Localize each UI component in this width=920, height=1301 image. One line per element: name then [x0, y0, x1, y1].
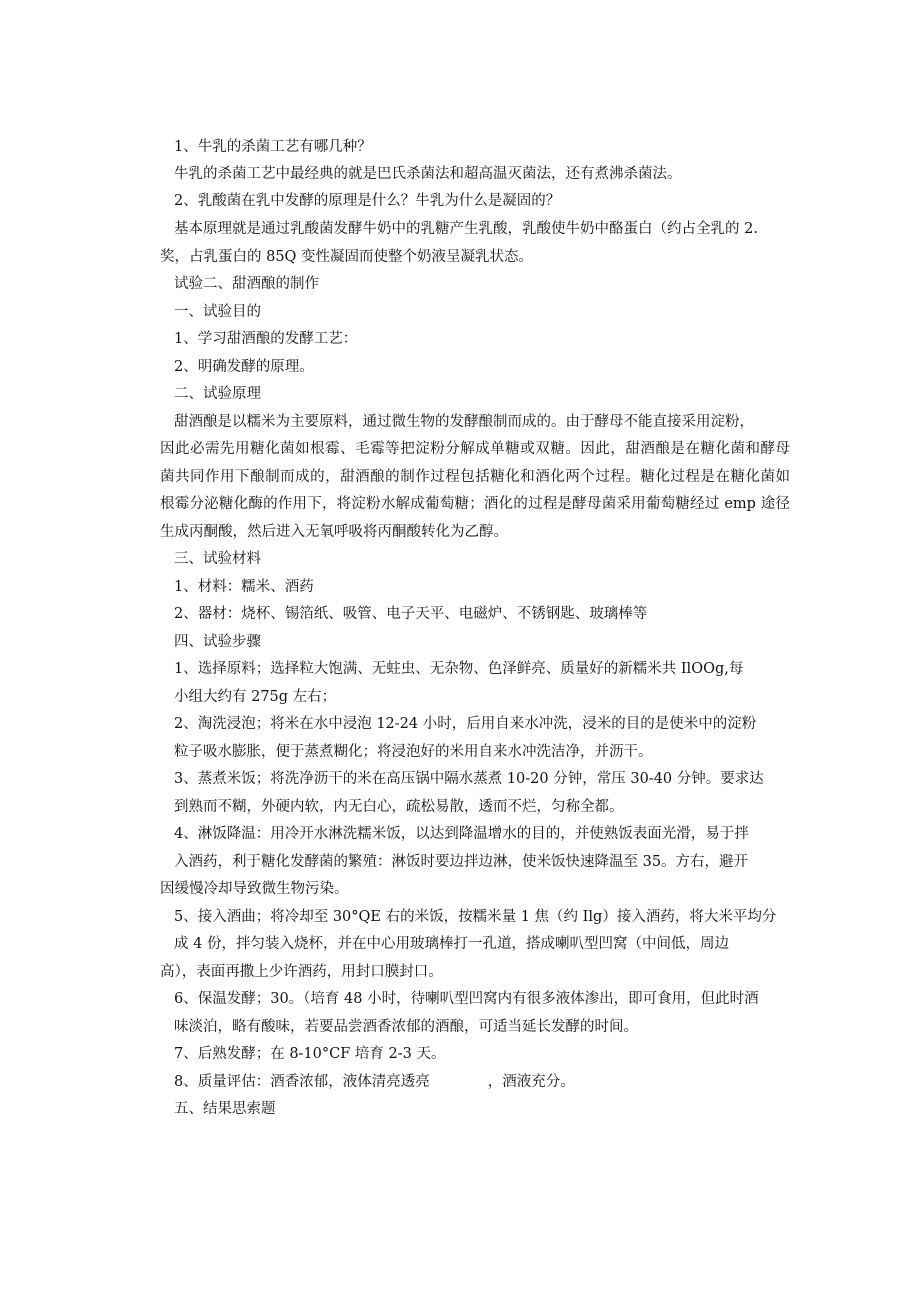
materials-item-1: 1、材料：糯米、酒药	[174, 579, 314, 595]
answer-2-line-2: 奖，占乳蛋白的 85Q 变性凝固而使整个奶液呈凝乳状态。	[160, 249, 534, 265]
step-3-line-2: 到熟而不糊，外硬内软，内无白心，疏松易散，透而不烂，匀称全都。	[174, 799, 624, 815]
step-4-line-2: 入酒药，利于糖化发酵菌的繁殖：淋饭时要边拌边淋，使米饭快速降温至 35。方右，避开	[174, 854, 749, 870]
answer-2-line-1: 基本原理就是通过乳酸菌发酵牛奶中的乳糖产生乳酸，乳酸使牛奶中酪蛋白（约占全乳的 2.	[174, 221, 758, 237]
principle-line-2: 因此必需先用糖化菌如根霉、毛霉等把淀粉分解成单糖或双糖。因此，甜酒酿是在糖化菌和酵母	[160, 441, 790, 457]
purpose-item-1: 1、学习甜酒酿的发酵工艺：	[174, 331, 358, 347]
step-4-line-3: 因缓慢冷却导致微生物污染。	[160, 881, 349, 897]
step-8: 8、质量评估：酒香浓郁，液体清亮透亮 ，酒液充分。	[174, 1074, 575, 1090]
step-6-line-2: 味淡泊，略有酸味，若要品尝酒香浓郁的酒酿，可适当延长发酵的时间。	[174, 1019, 638, 1035]
section-heading-questions: 五、结果思索题	[174, 1101, 276, 1117]
section-heading-principle: 二、试验原理	[174, 386, 261, 402]
section-heading-purpose: 一、试验目的	[174, 304, 261, 320]
principle-line-3: 菌共同作用下酿制而成的，甜酒酿的制作过程包括糖化和酒化两个过程。糖化过程是在糖化菌如	[160, 469, 790, 485]
step-2-line-2: 粒子吸水膨胀，便于蒸煮糊化；将浸泡好的米用自来水冲洗洁净，并沥干。	[174, 744, 653, 760]
step-1-line-1: 1、选择原料；选择粒大饱满、无蛀虫、无杂物、色泽鲜亮、质量好的新糯米共 IlOOg,每	[174, 661, 744, 677]
step-4-line-1: 4、淋饭降温：用冷开水淋洗糯米饭，以达到降温增水的目的，并使熟饭表面光滑，易于拌	[174, 826, 749, 842]
question-1: 1、牛乳的杀菌工艺有哪几种？	[174, 139, 372, 155]
step-2-line-1: 2、淘洗浸泡；将米在水中浸泡 12-24 小时，后用自来水冲洗，浸米的目的是使米中的淀粉	[174, 716, 757, 732]
section-heading-steps: 四、试验步骤	[174, 634, 261, 650]
step-5-line-1: 5、接入酒曲；将冷却至 30°QE 右的米饭，按糯米量 1 焦（约 Ilg）接入酒药，将大米平均分	[174, 909, 777, 925]
step-6-line-1: 6、保温发酵；30。（培育 48 小时，待喇叭型凹窝内有很多液体渗出，即可食用，但此时酒	[174, 991, 759, 1007]
principle-line-4: 根霉分泌糖化酶的作用下，将淀粉水解成葡萄糖；酒化的过程是酵母菌采用葡萄糖经过 emp 途径	[160, 496, 790, 512]
principle-line-1: 甜酒酿是以糯米为主要原料，通过微生物的发酵酿制而成的。由于酵母不能直接采用淀粉，	[174, 414, 754, 430]
answer-1: 牛乳的杀菌工艺中最经典的就是巴氏杀菌法和超高温灭菌法，还有煮沸杀菌法。	[174, 166, 682, 182]
step-7: 7、后熟发酵；在 8-10°CF 培育 2-3 天。	[174, 1046, 446, 1062]
step-3-line-1: 3、蒸煮米饭；将洗净沥干的米在高压锅中隔水蒸煮 10-20 分钟，常压 30-40 分钟。要求达	[174, 771, 764, 787]
experiment-title: 试验二、甜酒酿的制作	[174, 276, 319, 292]
section-heading-materials: 三、试验材料	[174, 551, 261, 567]
principle-line-5: 生成丙酮酸，然后进入无氧呼吸将丙酮酸转化为乙醇。	[160, 524, 508, 540]
step-5-line-2: 成 4 份，拌匀装入烧杯，并在中心用玻璃棒打一孔道，搭成喇叭型凹窝（中间低，周边	[174, 936, 729, 952]
step-1-line-2: 小组大约有 275g 左右；	[174, 689, 337, 705]
materials-item-2: 2、器材：烧杯、锡箔纸、吸管、电子天平、电磁炉、不锈钢匙、玻璃棒等	[174, 606, 648, 622]
purpose-item-2: 2、明确发酵的原理。	[174, 359, 314, 375]
step-5-line-3: 高），表面再撒上少许酒药，用封口膜封口。	[160, 964, 443, 980]
question-2: 2、乳酸菌在乳中发酵的原理是什么？牛乳为什么是凝固的？	[174, 193, 561, 209]
